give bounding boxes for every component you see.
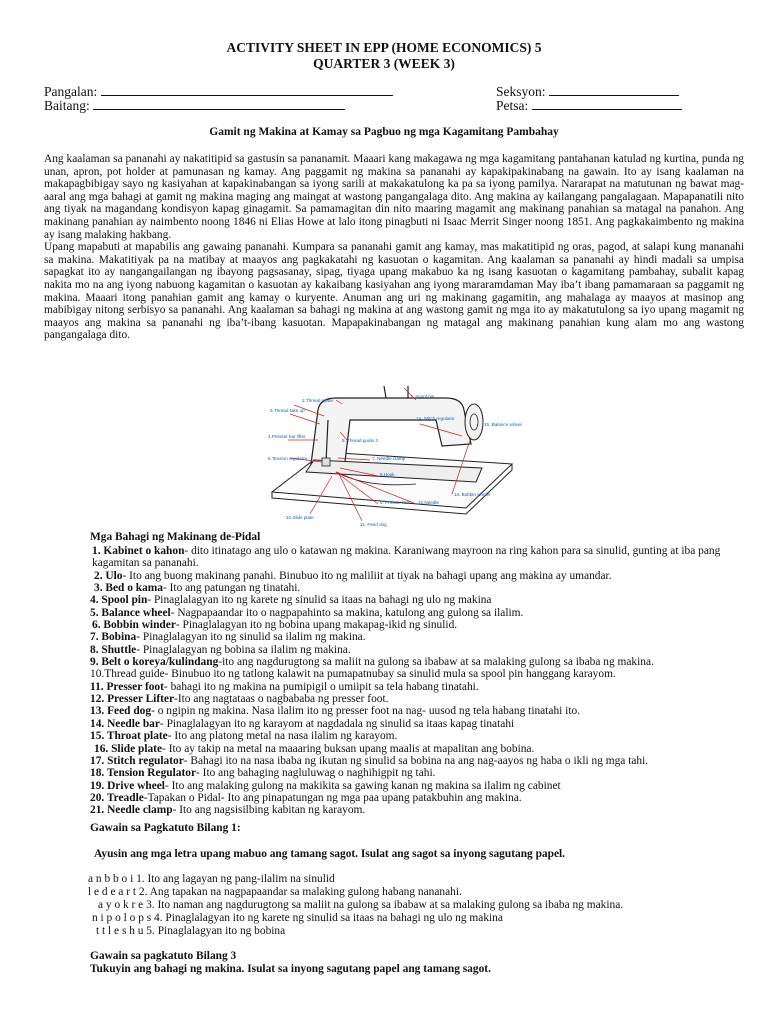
list-item (44, 780, 744, 792)
list-item (44, 730, 744, 742)
part-desc: - Pinaglalagyan ng bobina sa ilalim ng makina. (136, 643, 351, 656)
lesson-subtitle: Gamit ng Makina at Kamay sa Pagbuo ng mga Kagamitang Pambahay (209, 126, 559, 138)
part-desc: - Ito ay takip na metal na maaaring buksan upang maalis at mapalitan ang bobina. (162, 742, 535, 755)
part-term: 10.Thread guide (90, 668, 165, 681)
list-item (44, 718, 744, 730)
part-term: 4. Spool pin (90, 594, 148, 607)
part-desc: - Nagpapaandar ito o nagpapahinto sa makina, katulong ang gulong sa ilalim. (170, 606, 524, 619)
part-term: 5. Balance wheel (90, 606, 171, 619)
diagram-label-feed-dog: 11. Feed dog (360, 522, 387, 527)
diagram-label-thread-guide: 2.Thread guide (302, 398, 333, 403)
part-term: 6. Bobbin winder (92, 619, 176, 632)
activity-1-instruction: Ayusin ang mga letra upang mabuo ang tamang sagot. Isulat ang sagot sa inyong sagutang papel. (94, 848, 566, 860)
activity-1-item-1: a n b b o i 1. Ito ang lagayan ng pang-ilalim na sinulid (88, 873, 335, 885)
parts-list (44, 545, 744, 817)
part-desc: - Ito ang malaking gulong na makikita sa gawing kanan ng makina sa ilalim ng cabinet (164, 779, 561, 792)
part-term: 17. Stitch regulator (90, 754, 184, 767)
pangalan-label: Pangalan: (44, 84, 98, 99)
part-term: 2. Ulo (94, 569, 123, 582)
part-term: 8. Shuttle (90, 643, 137, 656)
list-item (44, 755, 744, 767)
diagram-label-spool-pin: 1. Spool pin (410, 394, 435, 399)
part-term: 18. Tension Regulator (90, 767, 197, 780)
part-desc: - bahagi ito ng makina na pumipigil o umiipit sa tela habang tinatahi. (163, 680, 479, 693)
diagram-label-bobbin-winder: 13. Bobbin winder (454, 492, 491, 497)
list-item (44, 743, 744, 755)
diagram-label-thread-take-up: 3.Thread take up (270, 408, 305, 413)
petsa-label: Petsa: (496, 98, 529, 113)
part-desc: - Pinaglalagyan ito ng karayom at nagdadala ng sinulid sa itaas kapag tinatahi (159, 717, 515, 730)
activity-1-item-2: l e d e a r t 2. Ang tapakan na nagpapaandar sa malaking gulong habang nananahi. (88, 886, 462, 898)
sewing-machine-diagram (266, 380, 522, 528)
petsa-blank[interactable] (532, 97, 682, 110)
part-term: 16. Slide plate (94, 742, 163, 755)
diagram-label-presser-bar-lifter: 4.Presser bar lifter (268, 434, 306, 439)
part-desc: -ito ang nagdurugtong sa maliit na gulong sa ibabaw at sa malaking gulong sa ibaba ng makina. (218, 656, 654, 669)
diagram-label-stitch-regulator: 14. Stitch regulator (416, 416, 455, 421)
list-item (44, 681, 744, 693)
list-item (44, 619, 744, 631)
part-desc: - Ito ang nagsisilbing kabitan ng karayom. (172, 804, 366, 817)
diagram-label-needle: 12.Needle (418, 500, 439, 505)
part-desc: - o ngipin ng makina. Nasa ilalim ito ng presser foot na nag- uusod ng tela habang tinatahi ito. (151, 705, 581, 718)
baitang-label: Baitang: (44, 98, 90, 113)
part-desc: - Ito ang buong makinang panahi. Binubuo ito ng maliliit at tiyak na bahagi upang ang makina ay umandar. (122, 569, 612, 582)
part-term: 20. Treadle (90, 791, 144, 804)
list-item (44, 607, 744, 619)
activity-1-title: Gawain sa Pagkatuto Bilang 1: (90, 822, 241, 834)
baitang-blank[interactable] (93, 97, 345, 110)
part-term: 9. Belt o koreya/kulindang (90, 656, 219, 669)
intro-paragraph-2: Upang mapabuti at mapabilis ang gawaing pananahi. Kumpara sa pananahi gamit ang kamay, mas makatitipid ng oras, pagod, at salapi kung mananahi sa makina. Makatitiyak pa na matibay at maayos ang pagkakatahi ng kasuotan o kagamitan. Ang kaalaman sa pananahi ay hindi madali sa umpisa sapagkat ito ay nangangailangan ng ibayong pagsasanay, sipag, tiyaga upang makabuo ka ng isang kasuotan o kagamitang pambahay, subalit kapag nakita mo na ang iyong nabuong kagamitan o kasuotan ay kakaibang kasiyahan ang iyong mararamdaman May iba’t ibang pamamaraan sa paggamit ng makina. Maaari itong panahian gamit ang kamay o kuryente. Anuman ang uri ng makinang gagamitin, ang mahalaga ay maayos at masinop ang mabibigay nitong serbisyo sa pananahi. Ang kaalaman sa bahagi ng makina at ang wastong gamit ng mga ito ay makatutulong sa iyo upang magamit ng maayos ang makina sa pananahi ng iba’t-ibang kasuotan. Mapapakinabangan ng matagal ang makinang panahian kung alam mo ang wastong pangangalaga dito. (44, 241, 744, 342)
petsa-field[interactable] (496, 97, 682, 114)
part-desc: - Ito ang bahaging nagluluwag o naghihigpit ng tahi. (196, 767, 436, 780)
part-term: 3. Bed o kama (94, 582, 163, 595)
parts-list-title: Mga Bahagi ng Makinang de-Pidal (90, 531, 261, 543)
list-item (44, 705, 744, 717)
part-term: 1. Kabinet o kahon (92, 545, 185, 557)
part-term: 12. Presser Lifter (90, 693, 175, 706)
sheet-quarter: QUARTER 3 (WEEK 3) (313, 56, 455, 71)
diagram-label-thread-guide-3: 5. Thread guide 3 (342, 438, 378, 443)
part-desc: -Ito ang nagtataas o nagbababa ng presser foot. (174, 693, 389, 706)
list-item (44, 792, 744, 804)
list-item (44, 668, 744, 680)
list-item (44, 545, 744, 570)
list-item (44, 570, 744, 582)
part-desc: - Ito ang platong metal na nasa ilalim ng karayom. (167, 730, 398, 743)
diagram-label-balance-wheel: 15. Balance wheel (484, 422, 522, 427)
activity-1-item-4: n i p o l o p s 4. Pinaglalagyan ito ng karete ng sinulid sa itaas na bahagi ng ulo ng makina (92, 912, 503, 924)
part-term: 13. Feed dog (90, 705, 152, 718)
list-item (44, 804, 744, 816)
part-desc: - dito itinatago ang ulo o katawan ng makina. Karaniwang mayroon na ring kahon para sa sinulid, gunting at iba pang kagamitan sa pananahi. (92, 545, 721, 570)
part-desc: - Binubuo ito ng tatlong kalawit na pumapatnubay sa sinulid mula sa spool pin hanggang karayom. (164, 668, 616, 681)
part-term: 15. Throat plate (90, 730, 168, 743)
intro-text (44, 153, 744, 342)
list-item (44, 582, 744, 594)
seksyon-blank[interactable] (549, 83, 679, 96)
pangalan-blank[interactable] (101, 83, 393, 96)
list-item (44, 693, 744, 705)
part-term: 21. Needle clamp (90, 804, 173, 817)
diagram-label-presser-foot: 9. Presser foot (380, 500, 410, 505)
intro-paragraph-1: Ang kaalaman sa pananahi ay nakatitipid sa gastusin sa pananamit. Maaari kang makagawa ng mga kagamitang pantahanan katulad ng kurtina, punda ng unan, apron, pot holder at pamunasan ng kamay. Ang paggamit ng makina sa pananahi ay kapakipakinabang na gawain. Ito ay isang kaalaman na makapagbibigay sayo ng kasiyahan at kapakinabangan sa iyong sarili at makakatulong ka pa sa iyong pamilya. Nararapat na matutunan ng bawat mag-aaral ang mga bahagi at gamit ng makina maging ang maingat at wastong pangangalaga dito. Ang makina ay kailangang pangalagaan. Mapapanatili nito ang tiyak na magandang kondisyon kapag ginagamit. Sa pamamagitan din nito maaring magamit ang makinang panahian sa matagal na panahon. Ang makinang panahian ay naimbento noong 1846 ni Elias Howe at lalo itong pinagbuti ni Isaac Merrit Singer noong 1851. Ang pagkakaimbento ng makina ay isang malaking hakbang. (44, 153, 744, 241)
activity-3-instruction: Tukuyin ang bahagi ng makina. Isulat sa inyong sagutang papel ang tamang sagot. (90, 963, 491, 975)
sheet-title: ACTIVITY SHEET IN EPP (HOME ECONOMICS) 5 (226, 40, 542, 55)
list-item (44, 594, 744, 606)
activity-1-item-3: a y o k r e 3. Ito naman ang nagdurugtong sa maliit na gulong sa ibabaw at sa malaking gulong sa ibaba ng makina. (98, 899, 624, 911)
part-desc: - Pinaglalagyan ito ng bobina upang makapag-ikid ng sinulid. (175, 619, 458, 632)
activity-1-item-5: t t l e s h u 5. Pinaglalagyan ito ng bobina (96, 925, 286, 937)
part-desc: -Tapakan o Pidal- Ito ang pinapatungan ng mga paa upang patakbuhin ang makina. (143, 791, 522, 804)
diagram-label-needle-clamp: 7. Needle clamp (372, 456, 406, 461)
part-desc: - Pinaglalagyan ito ng karete ng sinulid sa itaas na bahagi ng ulo ng makina (147, 594, 492, 607)
list-item (44, 644, 744, 656)
part-desc: - Ito ang patungan ng tinatahi. (162, 582, 301, 595)
list-item (44, 656, 744, 668)
part-desc: - Pinaglalagyan ito ng sinulid sa ilalim ng makina. (136, 631, 366, 644)
diagram-label-slide-plate: 10.Slide plate (286, 515, 314, 520)
part-term: 14. Needle bar (90, 717, 160, 730)
part-term: 11. Presser foot (90, 680, 164, 693)
list-item (44, 631, 744, 643)
seksyon-label: Seksyon: (496, 84, 546, 99)
baitang-field[interactable] (44, 97, 345, 114)
part-term: 7. Bobina (90, 631, 137, 644)
diagram-label-hook: 8.Hook (380, 472, 395, 477)
part-term: 19. Drive wheel (90, 779, 165, 792)
list-item (44, 767, 744, 779)
activity-3-title: Gawain sa pagkatuto Bilang 3 (90, 950, 237, 962)
diagram-label-tension-regulator: 6.Tension regulator (268, 456, 308, 461)
part-desc: - Bahagi ito na nasa ibaba ng ikutan ng sinulid sa bobina na ang nag-aayos ng haba o ikli ng mga tahi. (183, 754, 649, 767)
